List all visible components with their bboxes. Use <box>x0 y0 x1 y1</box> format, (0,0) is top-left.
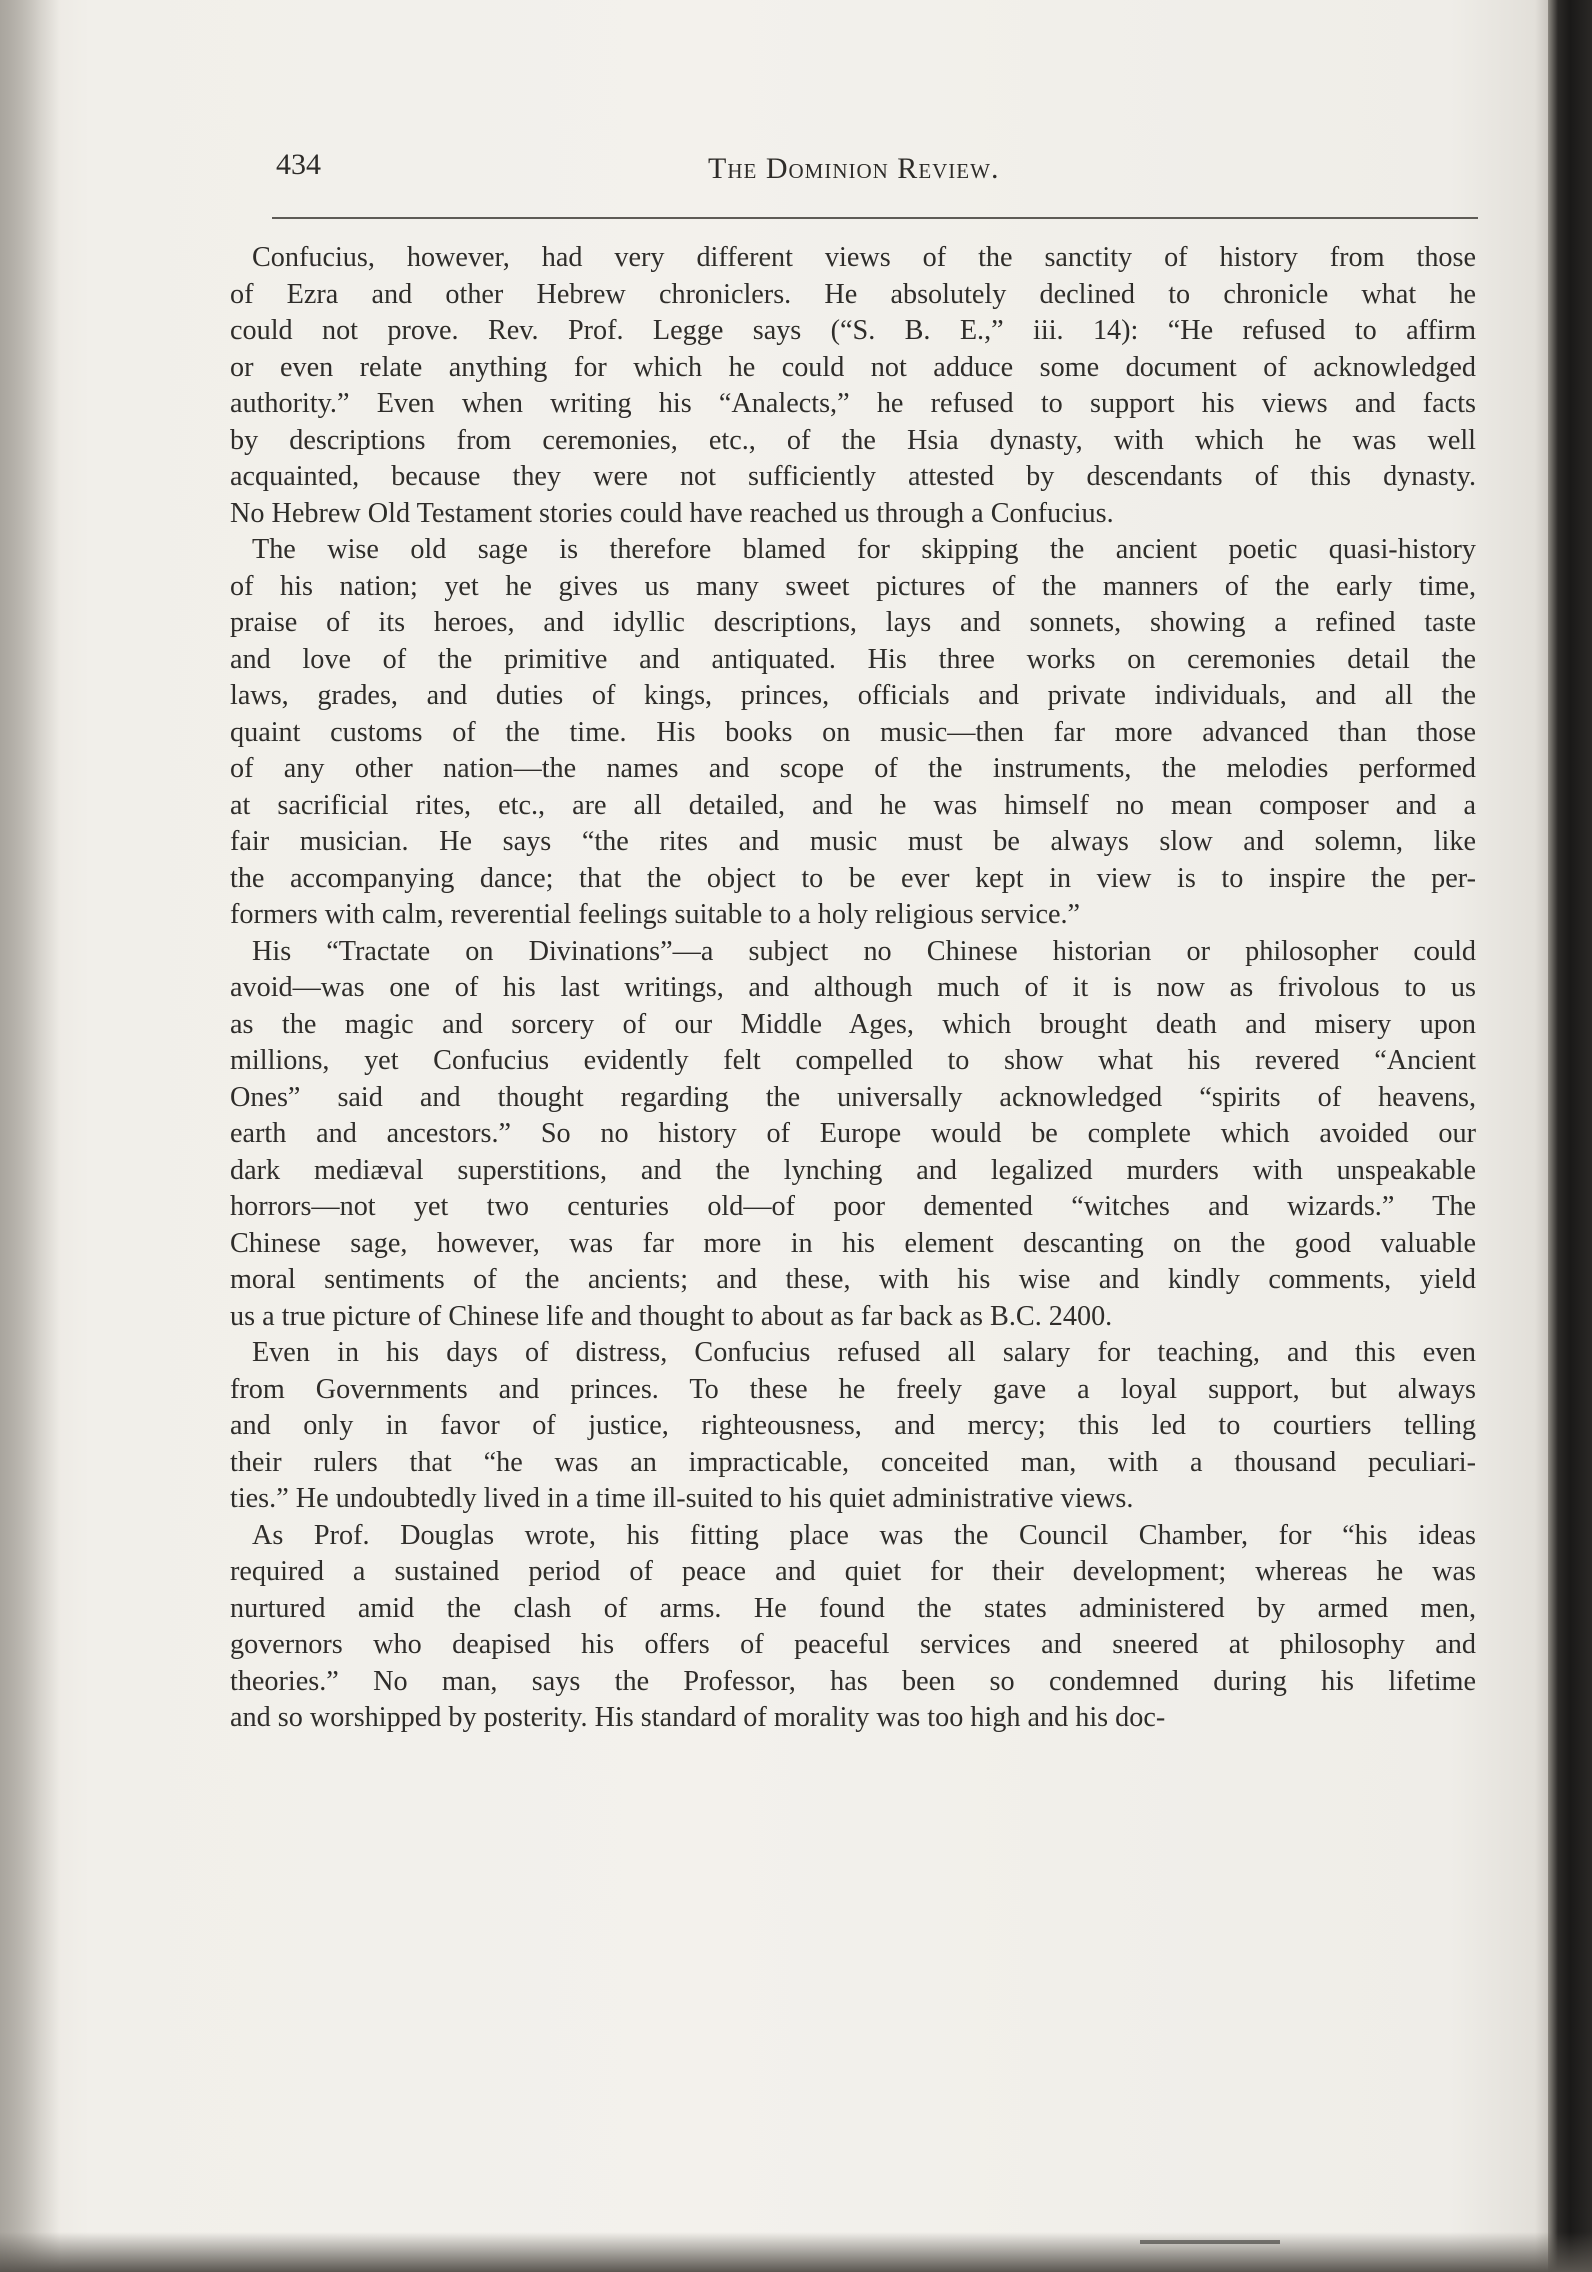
text-line: Ones” said and thought regarding the universally acknowledged “spirits of heavens, <box>230 1081 1476 1113</box>
book-gutter <box>1548 0 1592 2272</box>
text-line: the accompanying dance; that the object to be ever kept in view is to inspire the per- <box>230 862 1476 894</box>
text-line: as the magic and sorcery of our Middle Ages, which brought death and misery upon <box>230 1008 1476 1040</box>
page-header <box>276 148 1476 198</box>
page-left-shadow <box>0 0 60 2272</box>
paragraph <box>230 1335 1476 1518</box>
bottom-mark <box>1140 2240 1280 2244</box>
text-line: moral sentiments of the ancients; and these, with his wise and kindly comments, yield <box>230 1264 1476 1295</box>
page-bottom-edge <box>0 2232 1592 2272</box>
text-line: theories.” No man, says the Professor, has been so condemned during his lifetime <box>230 1665 1476 1697</box>
paragraph <box>230 1518 1476 1737</box>
paragraph <box>230 240 1476 532</box>
text-line: fair musician. He says “the rites and music must be always slow and solemn, like <box>230 826 1476 857</box>
text-line: dark mediæval superstitions, and the lynching and legalized murders with unspeakable <box>230 1154 1476 1186</box>
text-line: of Ezra and other Hebrew chroniclers. He absolutely declined to chronicle what he <box>230 278 1476 310</box>
text-line: Chinese sage, however, was far more in his element descanting on the good valuable <box>230 1227 1476 1259</box>
paragraph <box>230 934 1476 1336</box>
text-line: Even in his days of distress, Confucius refused all salary for teaching, and this even <box>252 1337 1476 1368</box>
page-number: 434 <box>276 148 321 181</box>
text-line: authority.” Even when writing his “Analects,” he refused to support his views and facts <box>230 388 1476 419</box>
text-line: praise of its heroes, and idyllic descriptions, lays and sonnets, showing a refined taste <box>230 607 1476 638</box>
text-line: and so worshipped by posterity. His standard of morality was too high and his doc- <box>230 1702 1166 1733</box>
text-line: formers with calm, reverential feelings suitable to a holy religious service.” <box>230 899 1081 930</box>
text-line: The wise old sage is therefore blamed for skipping the ancient poetic quasi-history <box>252 534 1476 565</box>
text-line: No Hebrew Old Testament stories could have reached us through a Confucius. <box>230 497 1114 529</box>
text-line: governors who deapised his offers of peaceful services and sneered at philosophy and <box>230 1629 1476 1660</box>
text-line: or even relate anything for which he could not adduce some document of acknowledged <box>230 351 1476 383</box>
text-line: from Governments and princes. To these he freely gave a loyal support, but always <box>230 1373 1476 1405</box>
text-line: His “Tractate on Divinations”—a subject no Chinese historian or philosopher could <box>252 935 1476 967</box>
text-line: earth and ancestors.” So no history of Europe would be complete which avoided our <box>230 1118 1476 1149</box>
text-line: avoid—was one of his last writings, and although much of it is now as frivolous to us <box>230 972 1476 1003</box>
text-line: acquainted, because they were not sufficiently attested by descendants of this dynasty. <box>230 461 1476 492</box>
text-line: of his nation; yet he gives us many sweet pictures of the manners of the early time, <box>230 570 1476 602</box>
text-line: nurtured amid the clash of arms. He found the states administered by armed men, <box>230 1592 1476 1624</box>
text-line: ties.” He undoubtedly lived in a time ill-suited to his quiet administrative views. <box>230 1483 1134 1514</box>
text-line: Confucius, however, had very different views of the sanctity of history from those <box>252 242 1476 273</box>
paragraph <box>230 532 1476 934</box>
running-title: The Dominion Review. <box>708 152 1000 185</box>
header-rule <box>272 217 1478 219</box>
text-line: by descriptions from ceremonies, etc., of the Hsia dynasty, with which he was well <box>230 424 1476 456</box>
text-line: of any other nation—the names and scope of the instruments, the melodies performed <box>230 753 1476 784</box>
text-line: horrors—not yet two centuries old—of poor demented “witches and wizards.” The <box>230 1191 1476 1222</box>
body-text <box>230 240 1476 2020</box>
text-line: As Prof. Douglas wrote, his fitting place was the Council Chamber, for “his ideas <box>252 1519 1476 1551</box>
text-line: at sacrificial rites, etc., are all detailed, and he was himself no mean composer and a <box>230 789 1476 821</box>
text-line: millions, yet Confucius evidently felt compelled to show what his revered “Ancient <box>230 1045 1476 1076</box>
text-line: required a sustained period of peace and quiet for their development; whereas he was <box>230 1556 1476 1587</box>
text-line: quaint customs of the time. His books on music—then far more advanced than those <box>230 716 1476 748</box>
text-line: and only in favor of justice, righteousness, and mercy; this led to courtiers telling <box>230 1410 1476 1441</box>
text-line: and love of the primitive and antiquated. His three works on ceremonies detail the <box>230 643 1476 675</box>
text-line: us a true picture of Chinese life and thought to about as far back as B.C. 2400. <box>230 1300 1113 1332</box>
text-line: could not prove. Rev. Prof. Legge says (“S. B. E.,” iii. 14): “He refused to affirm <box>230 315 1476 346</box>
text-line: laws, grades, and duties of kings, princes, officials and private individuals, and all the <box>230 680 1476 711</box>
text-line: their rulers that “he was an impracticable, conceited man, with a thousand peculiari- <box>230 1446 1476 1478</box>
